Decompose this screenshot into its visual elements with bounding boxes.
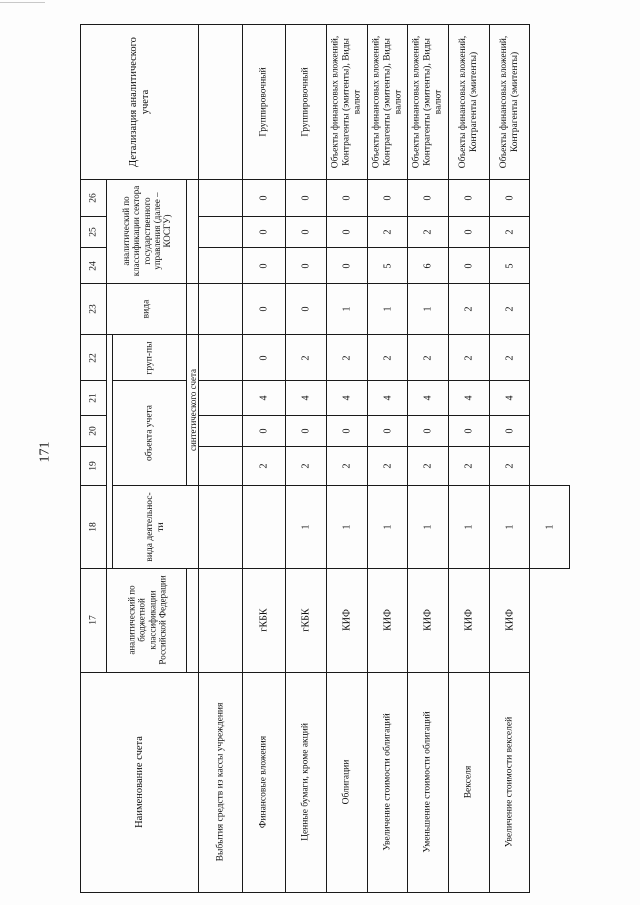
cell-c25-r1 [243,217,286,248]
cell-c26-r3 [327,180,368,217]
vid-deyat-header [113,486,199,569]
col-num-21 [81,380,107,415]
cell-c26-r2 [286,180,327,217]
cell-c20-r7 [490,416,530,447]
cell-c21-r5 [408,380,449,415]
cell-c20-r3-text: 0 [341,428,353,434]
cell-c26-r1-text: 0 [258,195,270,201]
cell-name-r4-text: Увеличение стоимости облигаций [382,713,393,851]
cell-c25-r7 [490,217,530,248]
cell-c23-r5 [408,283,449,335]
cell-c25-r5-text: 2 [422,229,434,235]
cell-c24-r6-text: 0 [463,263,475,269]
cell-detail-r4-text: Объекты финансовых вложений, Контрагенты (эмитенты), Виды валют [371,35,403,169]
obekta-header [113,380,187,486]
cell-c25-r6-text: 0 [463,229,475,235]
cell-c24-r1-text: 0 [258,263,270,269]
col-num-22-text: 22 [88,352,99,363]
cell-c24-r5-text: 6 [422,263,434,269]
vida-header-text: вида [141,299,152,319]
cell-c17-r4-text: КИФ [381,609,393,632]
band-c17 [81,569,609,672]
cell-c23-r4 [368,283,408,335]
cell-c23-r1-text: 0 [258,306,270,312]
kosgu-header-text: аналитический по классификации сектора государственного управления (далее – КОСГУ) [120,186,173,277]
gruppy-header [113,335,187,381]
cell-c23-r6-text: 2 [463,306,475,312]
cell-c21-r5-text: 4 [422,395,434,401]
analytic-bk-header-text: аналитический по бюджетной классификации Российской Федерации [125,575,167,665]
cell-c22-r3 [327,335,368,381]
cell-c20-r4 [368,416,408,447]
col-num-18 [81,486,107,569]
cell-name-r7 [490,672,530,892]
cell-name-r3 [327,672,368,892]
cell-c26-r5 [408,180,449,217]
cell-c22-r1 [243,335,286,381]
cell-c18-r4-text: 1 [422,524,434,530]
cell-c21-r4-text: 4 [381,395,393,401]
col-num-17-text: 17 [88,615,99,626]
cell-detail-r2 [286,25,327,180]
col-num-26-text: 26 [88,193,99,204]
cell-c25-r5 [408,217,449,248]
cell-c25-r7-text: 2 [503,229,515,235]
cell-detail-r7 [490,25,530,180]
cell-c20-r5-text: 0 [422,428,434,434]
kod-strip-bk [187,569,199,672]
cell-c22-r5 [408,335,449,381]
cell-detail-r1 [243,25,286,180]
detail-header-text: Детализация аналитического учета [127,37,151,168]
cell-c23-r0 [199,283,243,335]
cell-name-r2 [286,672,327,892]
cell-name-r6-text: Векселя [463,765,474,799]
cell-c19-r1-text: 2 [258,463,270,469]
cell-c25-r4 [368,217,408,248]
cell-c24-r4-text: 5 [381,263,393,269]
cell-c18-r2-text: 1 [341,524,353,530]
cell-c19-r1 [243,447,286,486]
col-num-24-text: 24 [88,260,99,271]
chart-of-accounts-table [80,24,609,893]
cell-c21-r1-text: 4 [258,395,270,401]
col-num-18-text: 18 [88,522,99,532]
band-c26 [81,180,609,217]
cell-c22-r4 [368,335,408,381]
cell-detail-r6-text: Объекты финансовых вложений, Контрагенты (эмитенты) [458,35,479,169]
cell-c21-r2 [286,380,327,415]
cell-c17-r2 [286,569,327,672]
vid-deyat-header-text: вида деятельнос-ти [144,492,166,562]
cell-c19-r3 [327,447,368,486]
cell-c17-r5-text: КИФ [422,609,434,632]
col-num-20-text: 20 [88,426,99,436]
cell-c18-r5-text: 1 [463,524,475,530]
cell-c22-r4-text: 2 [381,355,393,361]
cell-c18-r1-text: 1 [300,524,312,530]
cell-c19-r3-text: 2 [341,463,353,469]
cell-detail-r7-text: Объекты финансовых вложений, Контрагенты (эмитенты) [498,35,520,169]
cell-c23-r4-text: 1 [381,306,393,312]
col-num-26 [81,180,107,217]
cell-c26-r6 [449,180,490,217]
cell-name-r6 [449,672,490,892]
cell-c26-r1 [243,180,286,217]
cell-c23-r6 [449,283,490,335]
cell-c20-r6 [449,416,490,447]
cell-c22-r1-text: 0 [258,355,270,361]
cell-c26-r6-text: 0 [463,195,475,201]
cell-c19-r2-text: 2 [300,463,312,469]
cell-c26-r0 [199,180,243,217]
cell-c25-r1-text: 0 [258,229,270,235]
cell-c20-r7-text: 0 [503,428,515,434]
cell-c17-r1-text: гКБК [258,608,270,632]
cell-detail-r3-text: Объекты финансовых вложений, Контрагенты (эмитенты), Виды валют [330,35,363,169]
cell-c21-r6 [449,380,490,415]
cell-detail-r0 [199,25,243,180]
cell-c19-r4 [368,447,408,486]
cell-name-r2-text: Ценные бумаги, кроме акций [300,723,311,842]
cell-c24-r7-text: 5 [503,263,515,269]
cell-c22-r2-text: 2 [300,355,312,361]
cell-c17-r6 [449,569,490,672]
cell-c23-r5-text: 1 [422,306,434,312]
cell-c19-r7-text: 2 [503,463,515,469]
cell-detail-r3 [327,25,368,180]
cell-c24-r4 [368,248,408,283]
cell-c18-r6 [490,486,530,569]
cell-c19-r5 [408,447,449,486]
cell-c18-r3-text: 1 [381,524,393,530]
cell-c25-r2 [286,217,327,248]
col-num-21-text: 21 [88,393,99,403]
cell-c26-r7-text: 0 [503,195,515,201]
cell-c22-r5-text: 2 [422,355,434,361]
kod-strip-vida [187,283,199,335]
cell-c21-r1 [243,380,286,415]
cell-c20-r3 [327,416,368,447]
cell-c25-r3-text: 0 [341,229,353,235]
cell-c24-r2 [286,248,327,283]
cell-c21-r0 [199,380,243,415]
cell-c25-r2-text: 0 [300,229,312,235]
cell-c17-r2-text: гКБК [300,608,312,632]
cell-c19-r0 [199,447,243,486]
cell-c19-r4-text: 2 [381,463,393,469]
cell-c18-r2 [327,486,368,569]
cell-c23-r7 [490,283,530,335]
cell-c20-r2 [286,416,327,447]
col-num-25 [81,217,107,248]
cell-name-r4 [368,672,408,892]
band-c21 [81,380,609,415]
cell-c19-r6-text: 2 [463,463,475,469]
cell-c18-r7-text: 1 [543,524,555,530]
cell-c20-r1 [243,416,286,447]
detail-header [81,25,199,180]
cell-c18-r6-text: 1 [503,524,515,530]
cell-c19-r2 [286,447,327,486]
col-num-19 [81,447,107,486]
cell-c20-r2-text: 0 [300,428,312,434]
cell-c25-r0 [199,217,243,248]
cell-c17-r3 [327,569,368,672]
cell-c20-r5 [408,416,449,447]
nomer-razryada-strip [107,335,113,569]
name-header [81,672,199,892]
cell-c22-r7 [490,335,530,381]
cell-detail-r1-text: Группировочный [258,67,269,137]
cell-c17-r7-text: КИФ [503,609,515,632]
cell-name-r5-text: Уменьшение стоимости облигаций [422,711,433,853]
cell-c24-r5 [408,248,449,283]
cell-c23-r7-text: 2 [503,306,515,312]
cell-name-r7-text: Увеличение стоимости векселей [504,717,515,848]
col-num-24 [81,248,107,283]
cell-c17-r0 [199,569,243,672]
cell-c21-r3 [327,380,368,415]
cell-name-r1 [243,672,286,892]
cell-c24-r3-text: 0 [341,263,353,269]
cell-c24-r3 [327,248,368,283]
cell-c26-r4 [368,180,408,217]
cell-c21-r4 [368,380,408,415]
cell-c26-r2-text: 0 [300,195,312,201]
cell-c23-r1 [243,283,286,335]
cell-c24-r6 [449,248,490,283]
cell-c24-r0 [199,248,243,283]
col-num-20 [81,416,107,447]
cell-c19-r5-text: 2 [422,463,434,469]
cell-c23-r3-text: 1 [341,306,353,312]
cell-c26-r3-text: 0 [341,195,353,201]
cell-c24-r1 [243,248,286,283]
cell-c17-r6-text: КИФ [463,609,475,632]
analytic-bk-header [107,569,187,672]
cell-c26-r5-text: 0 [422,195,434,201]
cell-c20-r1-text: 0 [258,428,270,434]
cell-c21-r7-text: 4 [503,395,515,401]
col-num-22 [81,335,107,381]
cell-c18-r4 [408,486,449,569]
cell-c18-r5 [449,486,490,569]
cell-c22-r7-text: 2 [503,355,515,361]
cell-c18-r7 [530,486,570,569]
gruppy-header-text: груп-пы [144,341,155,375]
cell-detail-r5 [408,25,449,180]
cell-detail-r6 [449,25,490,180]
cell-c23-r2 [286,283,327,335]
cell-c22-r6 [449,335,490,381]
cell-c22-r0 [199,335,243,381]
band-c18 [81,486,609,569]
cell-detail-r2-text: Группировочный [300,67,311,137]
cell-c24-r7 [490,248,530,283]
vida-header [107,283,187,335]
band-c22 [81,335,609,381]
cell-c21-r6-text: 4 [463,395,475,401]
cell-c18-r0 [243,486,286,569]
cell-c22-r6-text: 2 [463,355,475,361]
col-num-19-text: 19 [88,461,99,471]
scan-artifact-line [0,2,45,3]
cell-c17-r1 [243,569,286,672]
cell-c22-r2 [286,335,327,381]
cell-name-r1-text: Финансовые вложения [258,736,269,829]
cell-name-r0-text: Выбытия средств из кассы учреждения [215,702,226,862]
kosgu-header [107,180,187,283]
cell-c19-r7 [490,447,530,486]
cell-c26-r4-text: 0 [381,195,393,201]
cell-c17-r3-text: КИФ [341,609,353,632]
band-c23 [81,283,609,335]
col-num-23 [81,283,107,335]
kod-strip-vid [199,486,243,569]
cell-c21-r7 [490,380,530,415]
cell-c17-r5 [408,569,449,672]
cell-c21-r3-text: 4 [341,395,353,401]
col-num-17 [81,569,107,672]
cell-c17-r4 [368,569,408,672]
cell-c24-r2-text: 0 [300,263,312,269]
cell-detail-r5-text: Объекты финансовых вложений, Контрагенты (эмитенты), Виды валют [411,35,444,169]
cell-c21-r2-text: 4 [300,395,312,401]
cell-c20-r0 [199,416,243,447]
cell-c17-r7 [490,569,530,672]
sintet-header [187,335,199,486]
band-detail [81,25,609,180]
cell-c25-r6 [449,217,490,248]
cell-c20-r4-text: 0 [381,428,393,434]
cell-c26-r7 [490,180,530,217]
cell-detail-r4 [368,25,408,180]
sintet-header-text: синтетического счета [187,369,198,452]
cell-c19-r6 [449,447,490,486]
cell-c22-r3-text: 2 [341,355,353,361]
cell-c25-r4-text: 2 [381,229,393,235]
cell-c23-r2-text: 0 [300,306,312,312]
cell-c23-r3 [327,283,368,335]
obekta-header-text: объекта учета [144,405,155,462]
band-name [81,672,609,892]
cell-name-r0 [199,672,243,892]
name-header-text: Наименование счета [133,736,145,829]
cell-c18-r1 [286,486,327,569]
col-num-25-text: 25 [88,227,99,238]
kod-strip-kosgu [187,180,199,283]
col-num-23-text: 23 [88,304,99,314]
cell-name-r5 [408,672,449,892]
cell-c18-r3 [368,486,408,569]
cell-c20-r6-text: 0 [463,428,475,434]
cell-c25-r3 [327,217,368,248]
cell-name-r3-text: Облигации [341,759,352,805]
page-number: 171 [37,441,52,463]
